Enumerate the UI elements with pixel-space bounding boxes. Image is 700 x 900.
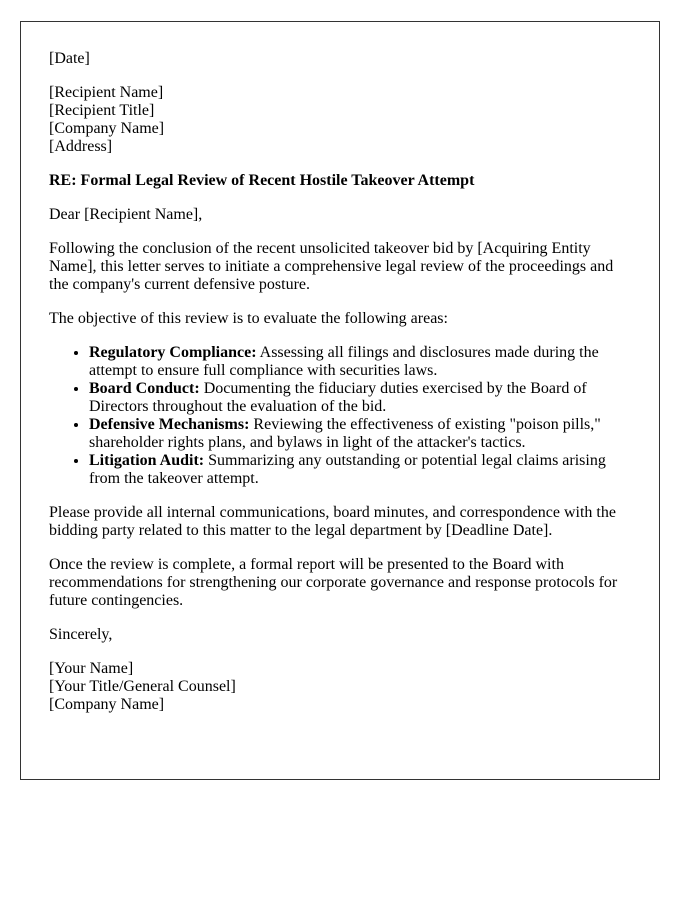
list-item — [89, 416, 631, 452]
list-item-text: Summarizing any outstanding or potential legal claims arising from the takeover attempt. — [89, 452, 606, 487]
recipient-block — [49, 84, 631, 156]
salutation: Dear [Recipient Name], — [49, 206, 203, 223]
recipient-address: [Address] — [49, 138, 113, 155]
list-item-label: Defensive Mechanisms: — [89, 416, 250, 433]
recipient-name: [Recipient Name] — [49, 84, 164, 101]
recipient-company: [Company Name] — [49, 120, 165, 137]
list-item-label: Litigation Audit: — [89, 452, 205, 469]
list-item-label: Regulatory Compliance: — [89, 344, 257, 361]
letter-page — [20, 21, 660, 780]
signature-company: [Company Name] — [49, 696, 165, 713]
closing: Sincerely, — [49, 626, 113, 643]
signature-name: [Your Name] — [49, 660, 134, 677]
request-paragraph: Please provide all internal communications, board minutes, and correspondence with the bidding party related to this matter to the legal department by [Deadline Date]. — [49, 504, 616, 539]
intro-paragraph: Following the conclusion of the recent unsolicited takeover bid by [Acquiring Entity Name], this letter serves to initiate a comprehensive legal review of the proceedings and the company's current defensive posture. — [49, 240, 614, 293]
list-item-text: Assessing all filings and disclosures made during the attempt to ensure full compliance with securities laws. — [89, 344, 599, 379]
signature-title: [Your Title/General Counsel] — [49, 678, 236, 695]
conclusion-paragraph: Once the review is complete, a formal report will be presented to the Board with recommendations for strengthening our corporate governance and response protocols for future contingencies. — [49, 556, 618, 609]
signature-block — [49, 660, 631, 714]
list-item — [89, 452, 631, 488]
recipient-title: [Recipient Title] — [49, 102, 155, 119]
list-item-text: Reviewing the effectiveness of existing "poison pills," shareholder rights plans, and bylaws in light of the attacker's tactics. — [89, 416, 601, 451]
date: [Date] — [49, 50, 90, 67]
list-item — [89, 344, 631, 380]
list-item-label: Board Conduct: — [89, 380, 200, 397]
subject-line: RE: Formal Legal Review of Recent Hostile Takeover Attempt — [49, 172, 475, 189]
list-item-text: Documenting the fiduciary duties exercised by the Board of Directors throughout the evaluation of the bid. — [89, 380, 587, 415]
list-item — [89, 380, 631, 416]
review-areas-list — [49, 344, 631, 488]
objective-paragraph: The objective of this review is to evaluate the following areas: — [49, 310, 448, 327]
